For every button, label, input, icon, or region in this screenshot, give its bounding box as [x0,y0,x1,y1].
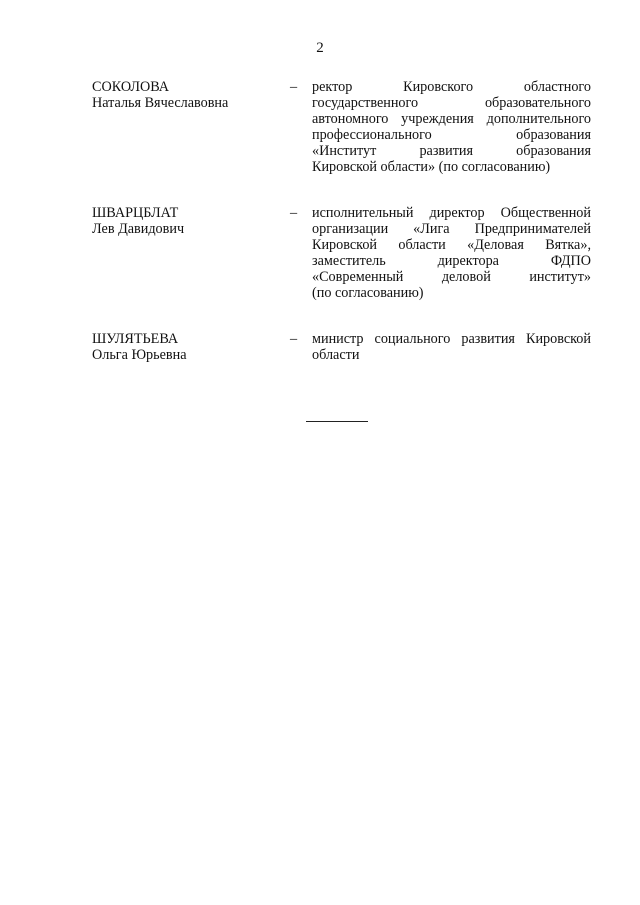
position-line: министр социального развития Кировской [312,331,591,347]
position-line: автономного учреждения дополнительного [312,111,591,127]
position-line: организации «Лига Предпринимателей [312,221,591,237]
position-line: государственного образовательного [312,95,591,111]
member-position [312,79,591,175]
member-given-names: Ольга Юрьевна [92,347,187,363]
position-line: (по согласованию) [312,285,424,301]
member-name [92,331,282,363]
position-line: области [312,347,360,363]
member-name [92,79,282,111]
position-line: профессионального образования [312,127,591,143]
member-position [312,205,591,301]
member-surname: ШВАРЦБЛАТ [92,205,179,221]
dash-separator: – [290,205,298,221]
position-line: заместитель директора ФДПО [312,253,591,269]
position-line: исполнительный директор Общественной [312,205,591,221]
member-given-names: Лев Давидович [92,221,185,237]
member-given-names: Наталья Вячеславовна [92,95,229,111]
position-line: Кировской области «Деловая Вятка», [312,237,591,253]
position-line: ректор Кировского областного [312,79,591,95]
position-line: Кировской области» (по согласованию) [312,159,551,175]
member-position [312,331,591,363]
end-of-list-rule [306,421,368,422]
position-line: «Современный деловой институт» [312,269,591,285]
member-surname: СОКОЛОВА [92,79,170,95]
page-number: 2 [316,40,324,56]
position-line: «Институт развития образования [312,143,591,159]
dash-separator: – [290,331,298,347]
member-name [92,205,282,237]
member-surname: ШУЛЯТЬЕВА [92,331,179,347]
dash-separator: – [290,79,298,95]
